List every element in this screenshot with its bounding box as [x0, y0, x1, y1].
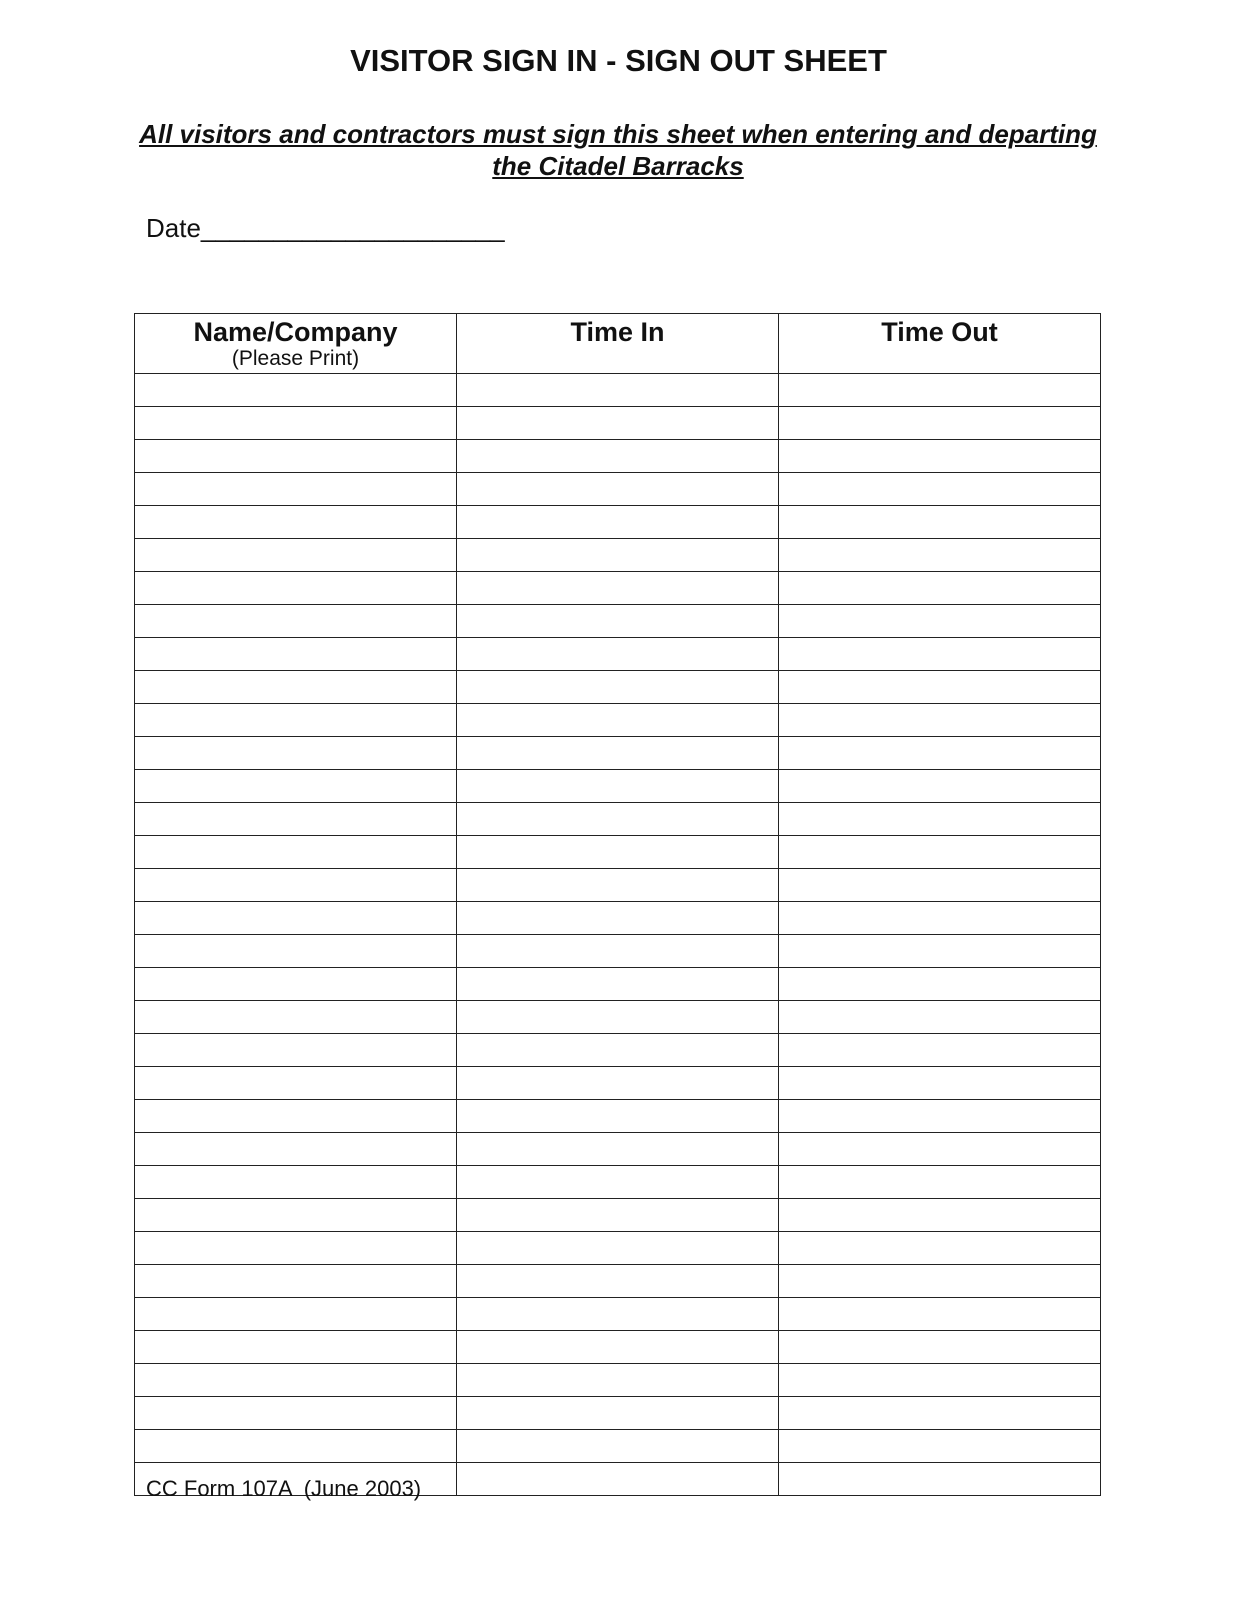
name-company-cell[interactable] — [135, 1199, 457, 1232]
name-company-cell[interactable] — [135, 1067, 457, 1100]
time-out-cell[interactable] — [779, 1067, 1101, 1100]
time-out-cell[interactable] — [779, 473, 1101, 506]
time-in-cell[interactable] — [457, 902, 779, 935]
date-blank-line[interactable]: _____________________ — [200, 213, 505, 243]
name-company-cell[interactable] — [135, 902, 457, 935]
time-out-cell[interactable] — [779, 836, 1101, 869]
name-company-cell[interactable] — [135, 473, 457, 506]
name-company-cell[interactable] — [135, 506, 457, 539]
name-company-cell[interactable] — [135, 737, 457, 770]
time-in-cell[interactable] — [457, 1232, 779, 1265]
table-row — [135, 539, 1101, 572]
name-company-cell[interactable] — [135, 539, 457, 572]
time-in-cell[interactable] — [457, 1100, 779, 1133]
name-company-cell[interactable] — [135, 803, 457, 836]
time-in-cell[interactable] — [457, 539, 779, 572]
table-row — [135, 374, 1101, 407]
table-row — [135, 803, 1101, 836]
table-row — [135, 869, 1101, 902]
time-out-cell[interactable] — [779, 1298, 1101, 1331]
time-out-cell[interactable] — [779, 737, 1101, 770]
time-out-cell[interactable] — [779, 803, 1101, 836]
time-in-cell[interactable] — [457, 1364, 779, 1397]
table-row — [135, 1199, 1101, 1232]
time-in-cell[interactable] — [457, 407, 779, 440]
time-out-cell[interactable] — [779, 1364, 1101, 1397]
form-number: CC Form 107A (June 2003) — [146, 1476, 422, 1501]
time-out-cell[interactable] — [779, 539, 1101, 572]
table-row — [135, 1298, 1101, 1331]
table-row — [135, 1397, 1101, 1430]
name-company-cell[interactable] — [135, 1232, 457, 1265]
table-row — [135, 704, 1101, 737]
time-out-cell[interactable] — [779, 1463, 1101, 1496]
time-in-cell[interactable] — [457, 374, 779, 407]
time-out-cell[interactable] — [779, 902, 1101, 935]
time-out-cell[interactable] — [779, 1430, 1101, 1463]
time-in-cell[interactable] — [457, 440, 779, 473]
time-in-cell[interactable] — [457, 704, 779, 737]
table-row — [135, 902, 1101, 935]
name-company-cell[interactable] — [135, 572, 457, 605]
time-out-cell[interactable] — [779, 935, 1101, 968]
name-company-cell[interactable] — [135, 869, 457, 902]
time-out-cell[interactable] — [779, 1331, 1101, 1364]
time-out-cell[interactable] — [779, 671, 1101, 704]
table-row — [135, 1100, 1101, 1133]
name-company-cell[interactable] — [135, 1133, 457, 1166]
table-row — [135, 473, 1101, 506]
table-row — [135, 671, 1101, 704]
time-out-cell[interactable] — [779, 1166, 1101, 1199]
table-row — [135, 935, 1101, 968]
name-company-cell[interactable] — [135, 770, 457, 803]
column-header-name-company — [135, 314, 457, 374]
name-company-cell[interactable] — [135, 1331, 457, 1364]
name-company-cell[interactable] — [135, 1430, 457, 1463]
time-out-cell[interactable] — [779, 1034, 1101, 1067]
time-in-cell[interactable] — [457, 1430, 779, 1463]
name-company-cell[interactable] — [135, 1397, 457, 1430]
time-out-cell[interactable] — [779, 1232, 1101, 1265]
time-in-cell[interactable] — [457, 1133, 779, 1166]
name-company-cell[interactable] — [135, 1034, 457, 1067]
name-company-cell[interactable] — [135, 440, 457, 473]
time-in-cell[interactable] — [457, 770, 779, 803]
time-out-cell[interactable] — [779, 968, 1101, 1001]
time-in-cell[interactable] — [457, 737, 779, 770]
time-in-cell[interactable] — [457, 869, 779, 902]
date-label: Date — [146, 213, 201, 243]
name-company-cell[interactable] — [135, 407, 457, 440]
time-out-cell[interactable] — [779, 638, 1101, 671]
name-company-cell[interactable] — [135, 1100, 457, 1133]
table-row — [135, 1364, 1101, 1397]
time-out-cell[interactable] — [779, 1199, 1101, 1232]
time-out-cell[interactable] — [779, 1265, 1101, 1298]
table-row — [135, 737, 1101, 770]
name-company-cell[interactable] — [135, 968, 457, 1001]
time-out-cell[interactable] — [779, 440, 1101, 473]
column-label: Time In — [570, 317, 665, 347]
table-row — [135, 1265, 1101, 1298]
page-title: VISITOR SIGN IN - SIGN OUT SHEET — [350, 43, 887, 78]
name-company-cell[interactable] — [135, 1001, 457, 1034]
time-out-cell[interactable] — [779, 506, 1101, 539]
table-row — [135, 1067, 1101, 1100]
table-row — [135, 770, 1101, 803]
table-row — [135, 440, 1101, 473]
time-out-cell[interactable] — [779, 374, 1101, 407]
date-field[interactable] — [146, 212, 505, 244]
name-company-cell[interactable] — [135, 1298, 457, 1331]
table-header-row — [135, 314, 1101, 374]
table-row — [135, 1001, 1101, 1034]
name-company-cell[interactable] — [135, 671, 457, 704]
time-in-cell[interactable] — [457, 1331, 779, 1364]
time-in-cell[interactable] — [457, 836, 779, 869]
time-in-cell[interactable] — [457, 605, 779, 638]
table-row — [135, 1430, 1101, 1463]
time-out-cell[interactable] — [779, 1397, 1101, 1430]
name-company-cell[interactable] — [135, 1265, 457, 1298]
name-company-cell[interactable] — [135, 935, 457, 968]
time-in-cell[interactable] — [457, 638, 779, 671]
time-in-cell[interactable] — [457, 671, 779, 704]
column-header-time-out — [779, 314, 1101, 374]
time-out-cell[interactable] — [779, 407, 1101, 440]
table-row — [135, 572, 1101, 605]
table-row — [135, 836, 1101, 869]
table-row — [135, 1034, 1101, 1067]
time-in-cell[interactable] — [457, 1166, 779, 1199]
table-row — [135, 407, 1101, 440]
time-in-cell[interactable] — [457, 1001, 779, 1034]
column-note: (Please Print) — [231, 347, 360, 370]
time-in-cell[interactable] — [457, 1298, 779, 1331]
time-out-cell[interactable] — [779, 1133, 1101, 1166]
time-in-cell[interactable] — [457, 1397, 779, 1430]
time-in-cell[interactable] — [457, 1067, 779, 1100]
time-in-cell[interactable] — [457, 1265, 779, 1298]
table-row — [135, 1232, 1101, 1265]
time-out-cell[interactable] — [779, 704, 1101, 737]
table-row — [135, 506, 1101, 539]
instruction-text: All visitors and contractors must sign this sheet when entering and departing the Citadel Barracks — [139, 119, 1097, 181]
table-row — [135, 968, 1101, 1001]
column-label: Name/Company — [193, 317, 398, 347]
time-out-cell[interactable] — [779, 770, 1101, 803]
time-in-cell[interactable] — [457, 1463, 779, 1496]
time-out-cell[interactable] — [779, 1100, 1101, 1133]
column-label: Time Out — [881, 317, 998, 347]
name-company-cell[interactable] — [135, 374, 457, 407]
table-row — [135, 638, 1101, 671]
time-in-cell[interactable] — [457, 473, 779, 506]
name-company-cell[interactable] — [135, 1364, 457, 1397]
sign-in-table — [134, 313, 1101, 1496]
table-row — [135, 1133, 1101, 1166]
time-in-cell[interactable] — [457, 968, 779, 1001]
column-header-time-in — [457, 314, 779, 374]
time-in-cell[interactable] — [457, 572, 779, 605]
time-out-cell[interactable] — [779, 605, 1101, 638]
table-row — [135, 605, 1101, 638]
time-in-cell[interactable] — [457, 1199, 779, 1232]
time-in-cell[interactable] — [457, 803, 779, 836]
time-in-cell[interactable] — [457, 935, 779, 968]
table-row — [135, 1166, 1101, 1199]
table-body — [135, 374, 1101, 1496]
table-row — [135, 1331, 1101, 1364]
time-out-cell[interactable] — [779, 1001, 1101, 1034]
time-out-cell[interactable] — [779, 869, 1101, 902]
time-out-cell[interactable] — [779, 572, 1101, 605]
name-company-cell[interactable] — [135, 605, 457, 638]
name-company-cell[interactable] — [135, 704, 457, 737]
name-company-cell[interactable] — [135, 1166, 457, 1199]
name-company-cell[interactable] — [135, 836, 457, 869]
name-company-cell[interactable] — [135, 638, 457, 671]
time-in-cell[interactable] — [457, 506, 779, 539]
time-in-cell[interactable] — [457, 1034, 779, 1067]
